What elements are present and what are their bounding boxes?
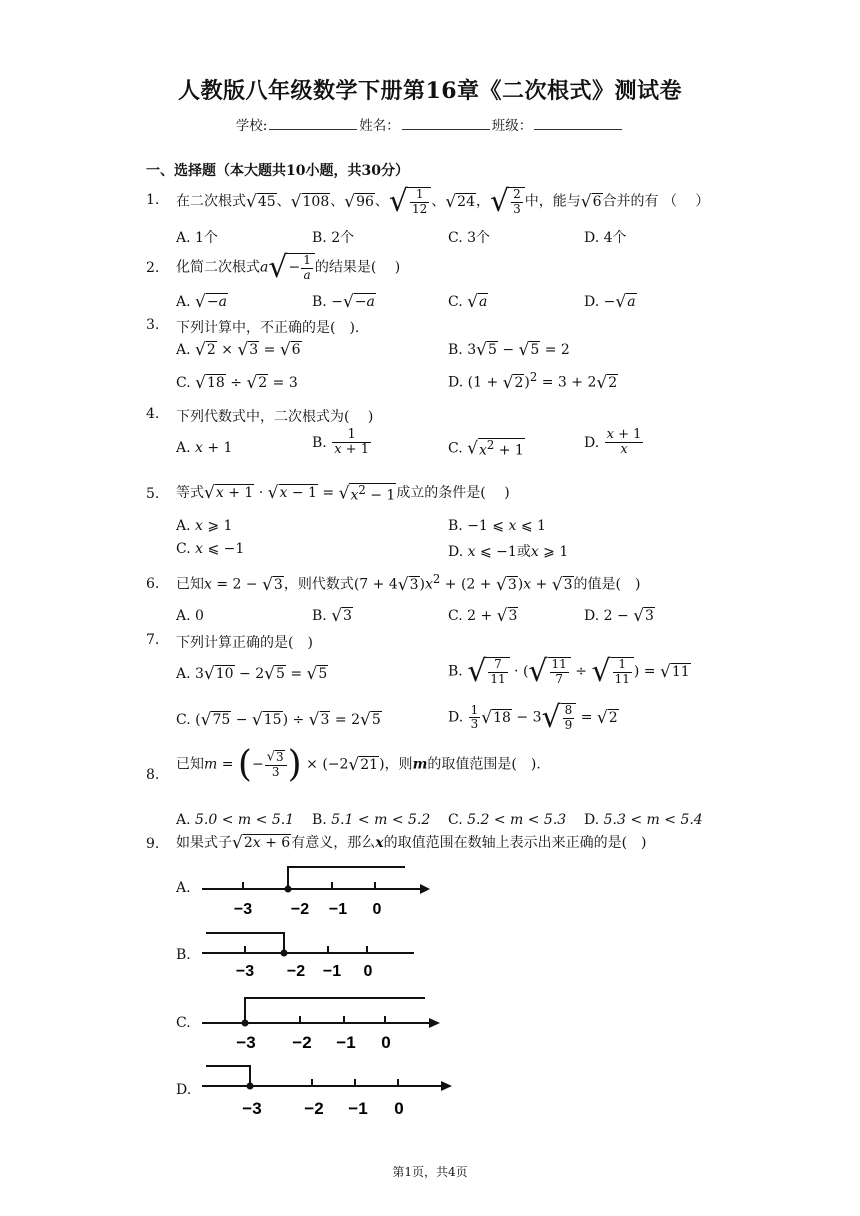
q5-option-d[interactable]: D. x ⩽ −1或x ⩾ 1 bbox=[448, 544, 569, 560]
svg-text:−1: −1 bbox=[348, 1099, 368, 1118]
q2-text-post: 的结果是( ) bbox=[314, 259, 401, 276]
q2-option-b[interactable]: B. −√−a bbox=[312, 292, 375, 312]
q8-text-post: 的取值范围是( ). bbox=[427, 756, 541, 773]
q1-root-2-3: √ $\frac{2}{3}$ bbox=[490, 184, 525, 219]
q4-number: 4. bbox=[146, 406, 160, 422]
name-blank[interactable] bbox=[402, 117, 490, 130]
q9-text-pre: 如果式子 bbox=[176, 835, 232, 851]
q4-option-a[interactable]: A. x + 1 bbox=[176, 440, 233, 456]
svg-text:−2: −2 bbox=[304, 1099, 324, 1118]
q1-root-45: √45 bbox=[246, 191, 276, 212]
q1-sep: 、 bbox=[431, 193, 446, 210]
svg-text:−2: −2 bbox=[286, 963, 306, 980]
page-footer: 第1页，共4页 bbox=[392, 1165, 468, 1179]
q1-root-1-12: √ $\frac{1}{12}$ bbox=[389, 184, 431, 219]
school-blank[interactable] bbox=[269, 117, 357, 130]
q2-number: 2. bbox=[146, 260, 160, 276]
class-label: 班级： bbox=[491, 118, 533, 134]
q9-number: 9. bbox=[146, 836, 160, 852]
q6-number: 6. bbox=[146, 576, 160, 592]
q8-stem: 已知m = (− $\frac{√3}{3}$ ) × (−2√21)，则m的取值范围是( ). bbox=[176, 744, 541, 785]
q9-option-a-numberline[interactable] bbox=[200, 860, 440, 920]
q3-number: 3. bbox=[146, 317, 160, 333]
q1-number: 1. bbox=[146, 192, 160, 208]
q4-option-b[interactable]: B. $\frac{1}{x + 1}$ bbox=[312, 427, 369, 458]
name-label: 姓名： bbox=[359, 118, 400, 134]
q5-stem: 等式$√x + 1 \cdot √x - 1 = √x^2 - 1$成立的条件是( ) bbox=[176, 482, 510, 504]
q9-text-post2: 的取值范围在数轴上表示出来正确的是( ) bbox=[383, 835, 647, 851]
svg-text:−2: −2 bbox=[290, 901, 310, 918]
q6-option-c[interactable]: C. 2 + √3 bbox=[448, 606, 518, 626]
svg-text:−1: −1 bbox=[328, 901, 348, 918]
svg-text:0: 0 bbox=[381, 1033, 391, 1052]
q4-stem: 下列代数式中，二次根式为( ) bbox=[176, 409, 374, 425]
q8-option-d[interactable]: D. 5.3 < m < 5.4 bbox=[584, 812, 703, 828]
q5-option-b[interactable]: B. −1 ⩽ x ⩽ 1 bbox=[448, 518, 546, 534]
q5-option-a[interactable]: A. x ⩾ 1 bbox=[176, 518, 233, 534]
q7-number: 7. bbox=[146, 632, 160, 648]
q9-option-a-label[interactable]: A. bbox=[176, 880, 191, 896]
q8-option-c[interactable]: C. 5.2 < m < 5.3 bbox=[448, 812, 567, 828]
q1-sep: 、 bbox=[374, 193, 389, 210]
q2-text-pre: 化简二次根式 bbox=[176, 259, 260, 276]
q9-option-b-numberline[interactable] bbox=[200, 926, 430, 982]
q6-text-pre: 已知 bbox=[176, 576, 204, 593]
q5-number: 5. bbox=[146, 486, 160, 502]
q6-stem: 已知x = 2 − √3，则代数式$(7 + 4√3)x^2 + (2 + √3)x + √3$的值是( ) bbox=[176, 572, 641, 595]
q6-text-mid: ，则代数式 bbox=[283, 576, 354, 593]
q1-root-96: √96 bbox=[344, 191, 374, 212]
q3-option-c[interactable]: C. √18 ÷ √2 = 3 bbox=[176, 373, 298, 393]
student-info-line bbox=[0, 114, 860, 134]
q9-option-c-numberline[interactable] bbox=[200, 992, 450, 1054]
svg-text:−1: −1 bbox=[322, 963, 342, 980]
q8-text-mid: ，则 bbox=[384, 756, 413, 773]
q1-root-24: √24 bbox=[445, 191, 475, 212]
q7-option-b[interactable]: B. √ $\frac{7}{11}$ · (√ $\frac{11}{7}$ ÷ √ $\frac{1}{11}$ ) = √11 bbox=[448, 654, 690, 689]
q1-option-a[interactable]: A. 1个 bbox=[176, 230, 218, 246]
svg-text:−3: −3 bbox=[236, 1033, 256, 1052]
q3-option-a[interactable]: A. √2 × √3 = √6 bbox=[176, 340, 301, 360]
q2-option-c[interactable]: C. √a bbox=[448, 292, 488, 312]
school-label: 学校: bbox=[235, 118, 268, 134]
q5-text-post: 成立的条件是( ) bbox=[396, 485, 510, 501]
q7-option-d[interactable]: D. $\frac{1}{3}$ √18 − 3√ $\frac{8}{9}$ = √2 bbox=[448, 700, 618, 735]
q9-option-b-label[interactable]: B. bbox=[176, 947, 191, 963]
section-heading: 一、选择题（本大题共10小题，共30分） bbox=[146, 163, 409, 179]
q1-comma: ， bbox=[476, 193, 490, 210]
q1-stem bbox=[176, 184, 709, 219]
class-blank[interactable] bbox=[534, 117, 622, 130]
svg-text:0: 0 bbox=[394, 1099, 404, 1118]
svg-text:−3: −3 bbox=[235, 963, 255, 980]
q8-option-a[interactable]: A. 5.0 < m < 5.1 bbox=[176, 812, 295, 828]
svg-text:−3: −3 bbox=[242, 1099, 262, 1118]
q2-option-a[interactable]: A. √−a bbox=[176, 292, 227, 312]
q5-text-pre: 等式 bbox=[176, 485, 204, 501]
q1-text-post: 中，能与 bbox=[524, 193, 581, 210]
q1-root-6: √6 bbox=[580, 191, 602, 212]
q7-option-a[interactable]: A. 3√10 − 2√5 = √5 bbox=[176, 664, 328, 684]
q1-text-pre: 在二次根式 bbox=[176, 193, 246, 210]
q3-option-d[interactable]: D. $(1 + √2)^2 = 3 + 2√2$ bbox=[448, 370, 618, 393]
q3-option-b[interactable]: B. 3√5 − √5 = 2 bbox=[448, 340, 570, 360]
q9-text-post: 有意义，那么 bbox=[291, 835, 376, 851]
q9-option-d-numberline[interactable] bbox=[200, 1060, 460, 1122]
q6-option-b[interactable]: B. √3 bbox=[312, 606, 352, 626]
q6-option-a[interactable]: A. 0 bbox=[176, 608, 204, 624]
q2-root-expr: √− $\frac{1}{a}$ bbox=[268, 250, 315, 285]
svg-text:0: 0 bbox=[363, 963, 373, 980]
q1-sep: 、 bbox=[330, 193, 345, 210]
svg-text:0: 0 bbox=[372, 901, 382, 918]
q1-option-c[interactable]: C. 3个 bbox=[448, 230, 491, 246]
q4-option-c[interactable]: C. $√x^2 + 1$ bbox=[448, 438, 524, 459]
q8-option-b[interactable]: B. 5.1 < m < 5.2 bbox=[312, 812, 431, 828]
q7-stem: 下列计算正确的是( ) bbox=[176, 635, 313, 651]
q4-option-d[interactable]: D. $\frac{x + 1}{x}$ bbox=[584, 427, 642, 458]
q3-stem: 下列计算中，不正确的是( ). bbox=[176, 320, 360, 336]
svg-text:−2: −2 bbox=[292, 1033, 312, 1052]
q6-text-post: 的值是( ) bbox=[573, 576, 641, 593]
q8-number: 8. bbox=[146, 767, 160, 783]
q1-sep: 、 bbox=[276, 193, 291, 210]
q1-option-d[interactable]: D. 4个 bbox=[584, 230, 627, 246]
q9-option-d-label[interactable]: D. bbox=[176, 1082, 192, 1098]
q9-option-c-label[interactable]: C. bbox=[176, 1015, 191, 1031]
q2-stem: 化简二次根式a√− $\frac{1}{a}$ 的结果是( ) bbox=[176, 250, 401, 285]
svg-text:−3: −3 bbox=[233, 901, 253, 918]
q1-root-108: √108 bbox=[290, 191, 330, 212]
q1-text-post2: 合并的有 （ ） bbox=[602, 193, 710, 210]
q5-option-c[interactable]: C. x ⩽ −1 bbox=[176, 541, 245, 557]
page-title: 人教版八年级数学下册第16章《二次根式》测试卷 bbox=[177, 78, 683, 104]
q8-text-pre: 已知 bbox=[176, 756, 204, 773]
svg-text:−1: −1 bbox=[336, 1033, 356, 1052]
q9-stem: 如果式子√2x + 6有意义，那么x的取值范围在数轴上表示出来正确的是( ) bbox=[176, 833, 647, 853]
q6-option-d[interactable]: D. 2 − √3 bbox=[584, 606, 654, 626]
q7-option-c[interactable]: C. (√75 − √15) ÷ √3 = 2√5 bbox=[176, 710, 381, 730]
q1-option-b[interactable]: B. 2个 bbox=[312, 230, 355, 246]
q2-option-d[interactable]: D. −√a bbox=[584, 292, 636, 312]
